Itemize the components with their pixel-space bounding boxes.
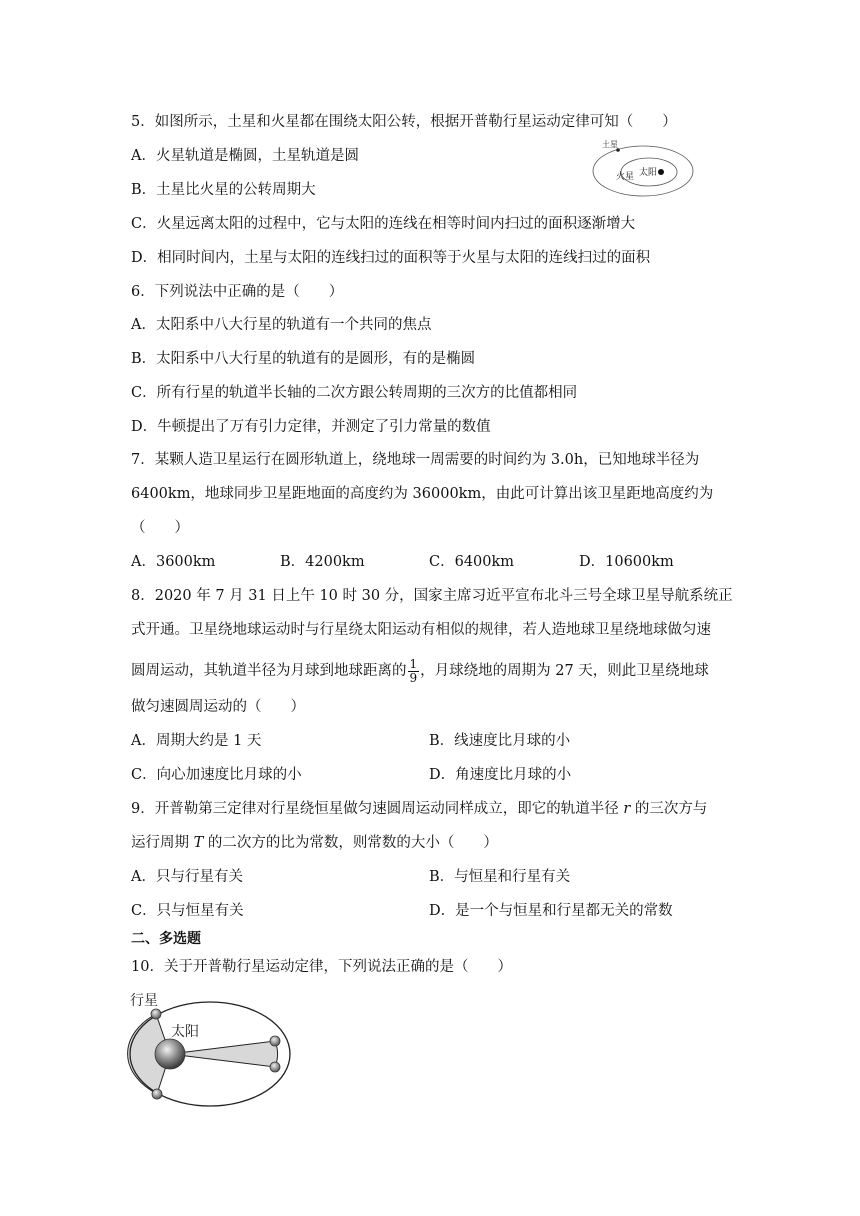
planet-marker-4 <box>270 1062 280 1072</box>
sun-label: 太阳 <box>639 168 658 178</box>
q9-stem-line2-after: 的二次方的比为常数，则常数的大小（ ） <box>203 835 498 851</box>
q6-stem: 6．下列说法中正确的是（ ） <box>131 284 344 300</box>
swept-area-right <box>170 1041 278 1067</box>
q8-stem-line4: 做匀速圆周运动的（ ） <box>131 699 305 715</box>
sun-dot <box>658 169 664 175</box>
q9-stem-line2 <box>131 833 498 853</box>
q10-kepler-figure <box>125 988 325 1113</box>
q5-option-b: B．土星比火星的公转周期大 <box>131 182 316 198</box>
q9-stem-line1-after: 的三次方与 <box>630 801 708 817</box>
sun-sphere <box>155 1039 185 1069</box>
q8-fraction-denominator: 9 <box>409 670 418 685</box>
q8-fraction <box>408 658 420 685</box>
q8-fraction-numerator: 1 <box>409 656 418 671</box>
q9-stem-line1 <box>131 799 707 819</box>
planet-marker-3 <box>270 1036 280 1046</box>
q9-option-a: A．只与行星有关 <box>131 869 243 885</box>
q6-option-c: C．所有行星的轨道半长轴的二次方跟公转周期的三次方的比值都相同 <box>131 385 578 401</box>
q7-option-a: A．3600km <box>131 554 216 570</box>
planet-marker-2 <box>152 1089 162 1099</box>
q9-option-c: C．只与恒星有关 <box>131 903 244 919</box>
saturn-label: 土星 <box>602 140 618 149</box>
q5-orbit-figure <box>586 134 696 204</box>
q7-option-c: C．6400km <box>429 554 515 570</box>
q7-stem-line1: 7．某颗人造卫星运行在圆形轨道上，绕地球一周需要的时间约为 3.0h，已知地球半径为 <box>131 452 700 468</box>
q5-option-c: C．火星远离太阳的过程中，它与太阳的连线在相等时间内扫过的面积逐渐增大 <box>131 216 636 232</box>
q9-var-r: r <box>623 801 631 817</box>
q8-option-c: C．向心加速度比月球的小 <box>131 767 302 783</box>
q9-stem-line2-before: 运行周期 <box>131 835 194 851</box>
q8-stem-line1: 8．2020 年 7 月 31 日上午 10 时 30 分，国家主席习近平宣布北斗三号全球卫星导航系统正 <box>131 588 733 604</box>
mars-label: 火星 <box>616 172 635 182</box>
q9-option-b: B．与恒星和行星有关 <box>429 869 571 885</box>
q5-option-d: D．相同时间内，土星与太阳的连线扫过的面积等于火星与太阳的连线扫过的面积 <box>131 250 651 266</box>
q6-option-a: A．太阳系中八大行星的轨道有一个共同的焦点 <box>131 317 432 333</box>
q9-var-t: T <box>193 835 204 851</box>
q5-option-a: A．火星轨道是椭圆，土星轨道是圆 <box>131 148 359 164</box>
q7-option-d: D．10600km <box>579 554 674 570</box>
q6-option-d: D．牛顿提出了万有引力定律，并测定了引力常量的数值 <box>131 419 491 435</box>
q8-stem-line2: 式开通。卫星绕地球运动时与行星绕太阳运动有相似的规律，若人造地球卫星绕地球做匀速 <box>131 622 711 638</box>
q8-option-a: A．周期大约是 1 天 <box>131 733 262 749</box>
sun-label: 太阳 <box>171 1024 199 1040</box>
q5-stem: 5．如图所示，土星和火星都在围绕太阳公转，根据开普勒行星运动定律可知（ ） <box>131 114 677 130</box>
q9-stem-line1-before: 9．开普勒第三定律对行星绕恒星做匀速圆周运动同样成立，即它的轨道半径 <box>131 801 624 817</box>
q8-stem-line3-after: ，月球绕地的周期为 27 天，则此卫星绕地球 <box>420 663 709 679</box>
planet-marker-1 <box>151 1009 161 1019</box>
q9-option-d: D．是一个与恒星和行星都无关的常数 <box>429 903 673 919</box>
q8-option-b: B．线速度比月球的小 <box>429 733 571 749</box>
q7-stem-line3: （ ） <box>131 520 189 536</box>
q10-stem: 10．关于开普勒行星运动定律，下列说法正确的是（ ） <box>131 959 512 975</box>
q7-option-b: B．4200km <box>280 554 365 570</box>
q8-option-d: D．角速度比月球的小 <box>429 767 572 783</box>
q6-option-b: B．太阳系中八大行星的轨道有的是圆形，有的是椭圆 <box>131 351 476 367</box>
planet-label: 行星 <box>130 993 158 1009</box>
q8-stem-line3-before: 圆周运动，其轨道半径为月球到地球距离的 <box>131 663 407 679</box>
section-heading-multiple-choice: 二、多选题 <box>131 931 201 947</box>
q8-stem-line3 <box>131 654 709 688</box>
q7-stem-line2: 6400km，地球同步卫星距地面的高度约为 36000km，由此可计算出该卫星距地高度约为 <box>131 486 714 502</box>
